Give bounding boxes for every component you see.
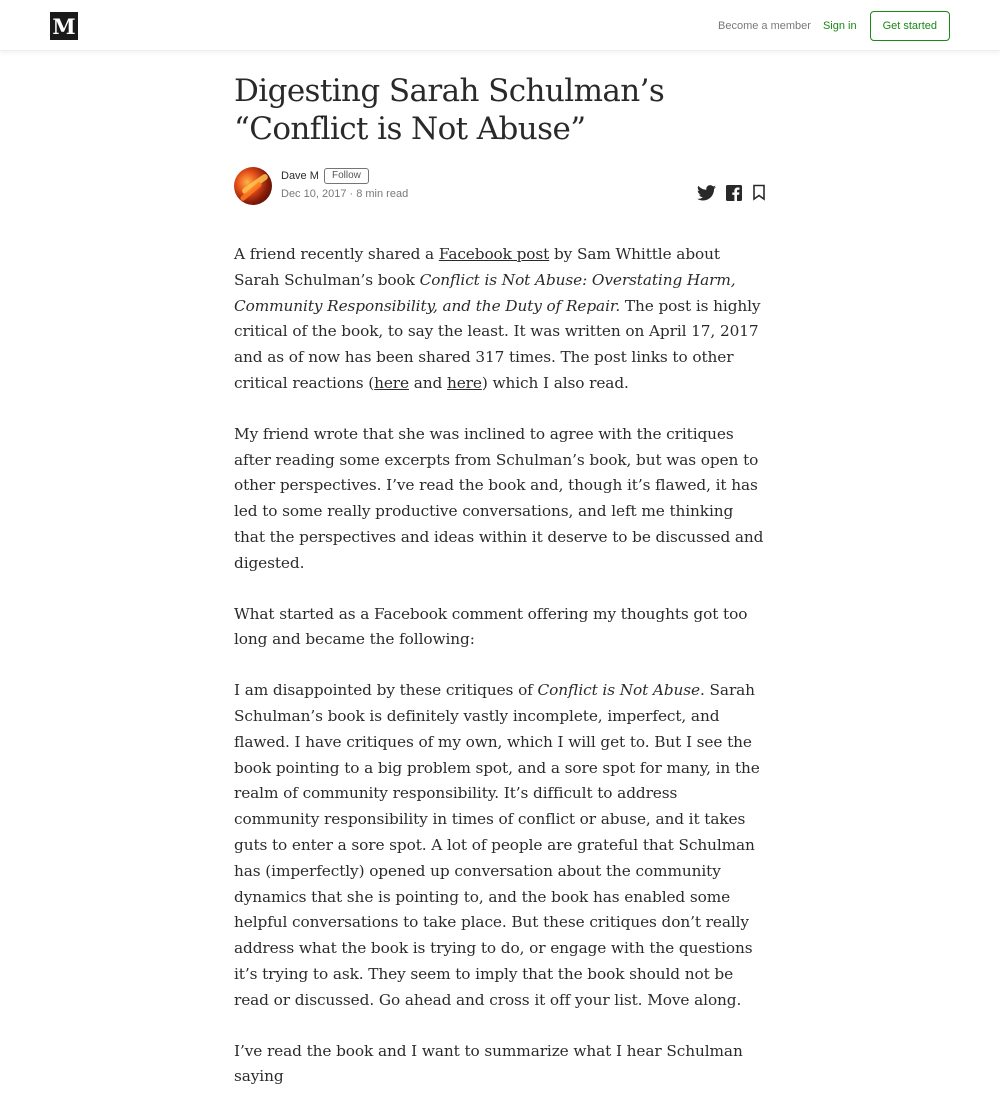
header-actions bbox=[718, 11, 950, 41]
facebook-post-link[interactable]: Facebook post bbox=[438, 245, 550, 263]
paragraph-text: . Sarah Schulman’s book is definitely vastly incomplete, imperfect, and flawed. I have critiques of my own, which I will get to. But I see the book pointing to a big problem spot, and a sore spot for many, in the realm of community responsibility. It’s difficult to address community responsibility in times of conflict or abuse, and it takes guts to enter a sore spot. A lot of people are grateful that Schulman has (imperfectly) opened up conversation about the community dynamics that she is pointing to, and the book has enabled some helpful conversations to take place. But these critiques don’t really address what the book is trying to do, or engage with the questions it’s trying to ask. They seem to imply that the book should not be read or discussed. Go ahead and cross it off your list. Move along. bbox=[234, 681, 760, 1009]
read-time: 8 min read bbox=[356, 188, 409, 200]
get-started-button[interactable]: Get started bbox=[870, 11, 950, 41]
paragraph-5: I’ve read the book and I want to summarize what I hear Schulman saying bbox=[234, 1041, 743, 1086]
follow-button[interactable]: Follow bbox=[324, 168, 369, 184]
medium-logo[interactable]: M bbox=[50, 12, 78, 40]
top-navigation-bar bbox=[0, 0, 1000, 51]
paragraph-text: by Sam Whittle about Sarah Schulman’s book bbox=[234, 245, 720, 289]
author-byline bbox=[234, 167, 766, 207]
share-actions bbox=[687, 184, 766, 201]
become-member-link[interactable]: Become a member bbox=[718, 20, 811, 32]
facebook-icon[interactable] bbox=[726, 185, 742, 201]
author-name-link[interactable]: Dave M bbox=[281, 170, 319, 182]
meta-separator: · bbox=[346, 188, 357, 200]
book-title-italic: Conflict is Not Abuse: Overstating Harm, Community Responsibility, and the Duty of Repair. bbox=[234, 270, 736, 315]
paragraph-3: What started as a Facebook comment offering my thoughts got too long and became the following: bbox=[234, 604, 748, 649]
paragraph-text: I am disappointed by these critiques of bbox=[234, 681, 538, 700]
paragraph-text: The post is highly critical of the book, to say the least. It was written on April 17, 2017 and as of now has been shared 317 times. The post links to other critical reactions ( bbox=[234, 296, 761, 392]
paragraph-2: My friend wrote that she was inclined to agree with the critiques after reading some excerpts from Schulman’s book, but was open to other perspectives. I’ve read the book and, though it’s flawed, it has led to some really productive conversations, and left me thinking that the perspectives and ideas within it deserve to be discussed and digested. bbox=[234, 424, 764, 572]
critical-reaction-link-1[interactable]: here bbox=[374, 373, 409, 392]
paragraph-text: A friend recently shared a bbox=[234, 245, 439, 263]
author-avatar[interactable] bbox=[234, 167, 272, 205]
critical-reaction-link-2[interactable]: here bbox=[446, 373, 482, 392]
article bbox=[234, 72, 766, 1115]
paragraph-text: ) which I also read. bbox=[481, 373, 629, 392]
book-title-italic: Conflict is Not Abuse bbox=[537, 681, 701, 700]
paragraph-1 bbox=[234, 242, 766, 397]
twitter-icon[interactable] bbox=[697, 185, 716, 201]
post-date: Dec 10, 2017 bbox=[281, 188, 347, 200]
article-title: Digesting Sarah Schulman’s “Conflict is Not Abuse” bbox=[234, 73, 665, 147]
paragraph-text: and bbox=[408, 373, 447, 392]
post-meta bbox=[281, 188, 408, 200]
sign-in-link[interactable]: Sign in bbox=[822, 20, 857, 32]
bookmark-icon[interactable] bbox=[752, 184, 766, 201]
paragraph-4 bbox=[234, 678, 766, 1013]
article-body bbox=[234, 242, 766, 1090]
